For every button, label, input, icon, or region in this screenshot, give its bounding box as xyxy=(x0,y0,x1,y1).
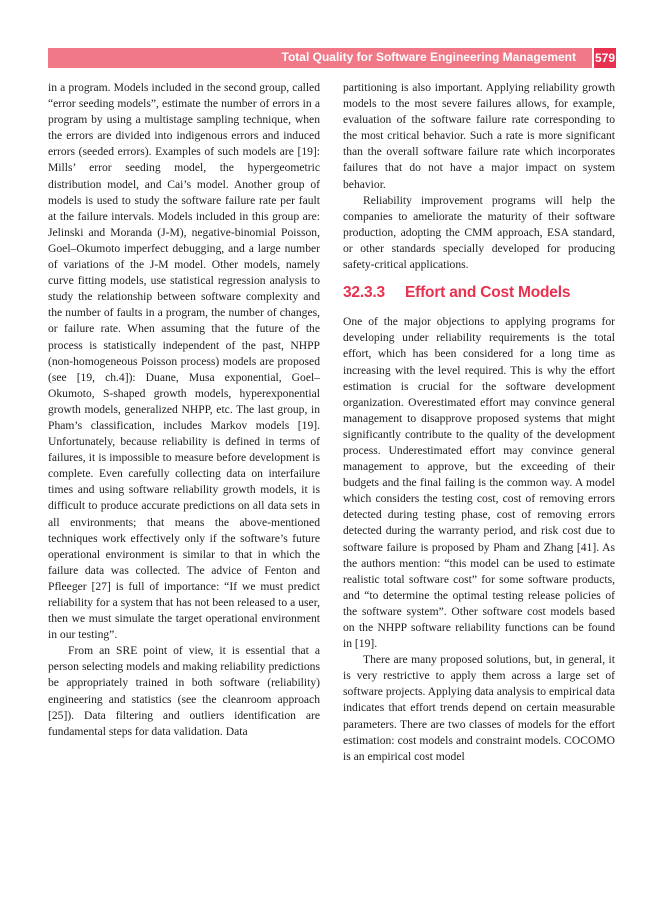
page-number: 579 xyxy=(594,51,616,65)
paragraph: From an SRE point of view, it is essential that a person selecting models and making reliability predictions be appropriately trained in both software (reliability) engineering and statistics (see the cleanroom approach [25]). Data filtering and outliers identification are fundamental steps for data validation. Data xyxy=(48,644,320,738)
running-header xyxy=(48,48,592,68)
section-number: 32.3.3 xyxy=(343,284,385,302)
paragraph: There are many proposed solutions, but, in general, it is very restrictive to apply them across a large set of software projects. Applying data analysis to empirical data indicates that effort trends depend on certain measurable parameters. There are two classes of models for the effort estimation: cost models and constraint models. COCOMO is an empirical cost model xyxy=(343,653,615,763)
page-number-box xyxy=(592,48,616,68)
paragraph: partitioning is also important. Applying reliability growth models to the most severe failures allows, for example, evaluation of the software failure rate corresponding to the most critical behavior. Such a rate is more significant than the overall software failure rate which incorporates failures that do not have a major impact on system behavior. xyxy=(343,81,615,191)
right-column xyxy=(343,80,615,765)
section-title: Effort and Cost Models xyxy=(405,284,571,302)
paragraph: One of the major objections to applying programs for developing under reliability requirements is the total effort, which has been considered for a long time as increasing with the level required. This is why the effort estimation is crucial for the software development organization. Overestimated effort may convince general management to disapprove proposed systems that might significantly contribute to the quality of the development process. Underestimated effort may convince general management to approve, but the exceeding of their budgets and the final failing is the common way. A model which considers the testing cost, cost of removing errors detected during testing phase, cost of removing errors detected during the warranty period, and risk cost due to software failure is proposed by Pham and Zhang [41]. As the authors mention: “this model can be used to estimate realistic total software cost” for some software products, and “to determine the optimal testing release policies of the software system”. Other software cost models based on the NHPP software reliability functions can be found in [19]. xyxy=(343,315,615,651)
left-column xyxy=(48,80,320,740)
paragraph: Reliability improvement programs will help the companies to ameliorate the maturity of their software production, adopting the CMM approach, ESA standard, or other standards specially developed for producing safety-critical applications. xyxy=(343,193,615,272)
section-heading xyxy=(343,285,615,301)
paragraph: in a program. Models included in the second group, called “error seeding models”, estimate the number of errors in a program by using a multistage sampling technique, when the errors are divided into indigenous errors and induced errors (seeded errors). Examples of such models are [19]: Mills’ error seeding model, the hypergeometric distribution model, and Cai’s model. Another group of models is used to study the software failure rate per fault at the failure intervals. Models included in this group are: Jelinski and Moranda (J-M), negative-binomial Poisson, Goel–Okumoto imperfect debugging, and a large number of variations of the J-M model. Other models, namely curve fitting models, use statistical regression analysis to study the relationship between software complexity and the number of faults in a program, the number of changes, or failure rate. When assuming that the future of the process is statistically independent of the past, NHPP (non-homogeneous Poisson process) models are proposed (see [19, ch.4]): Duane, Musa exponential, Goel–Okumoto, S-shaped growth models, hyperexponential growth models, generalized NHPP, etc. The last group, in Pham’s classification, includes Markov models [19]. Unfortunately, because reliability is defined in terms of failures, it is impossible to measure before development is complete. Even carefully collecting data on interfailure times and using software reliability growth models, it is difficult to produce accurate predictions on all data sets in all environments; that means the above-mentioned techniques work effectively only if the software’s future operational environment is similar to that in which the failure data was collected. The advice of Fenton and Pfleeger [27] is full of importance: “If we must predict reliability for a system that has not been released to a user, then we must simulate the target operational environment in our testing”. xyxy=(48,81,320,642)
running-title: Total Quality for Software Engineering Management xyxy=(281,50,576,64)
